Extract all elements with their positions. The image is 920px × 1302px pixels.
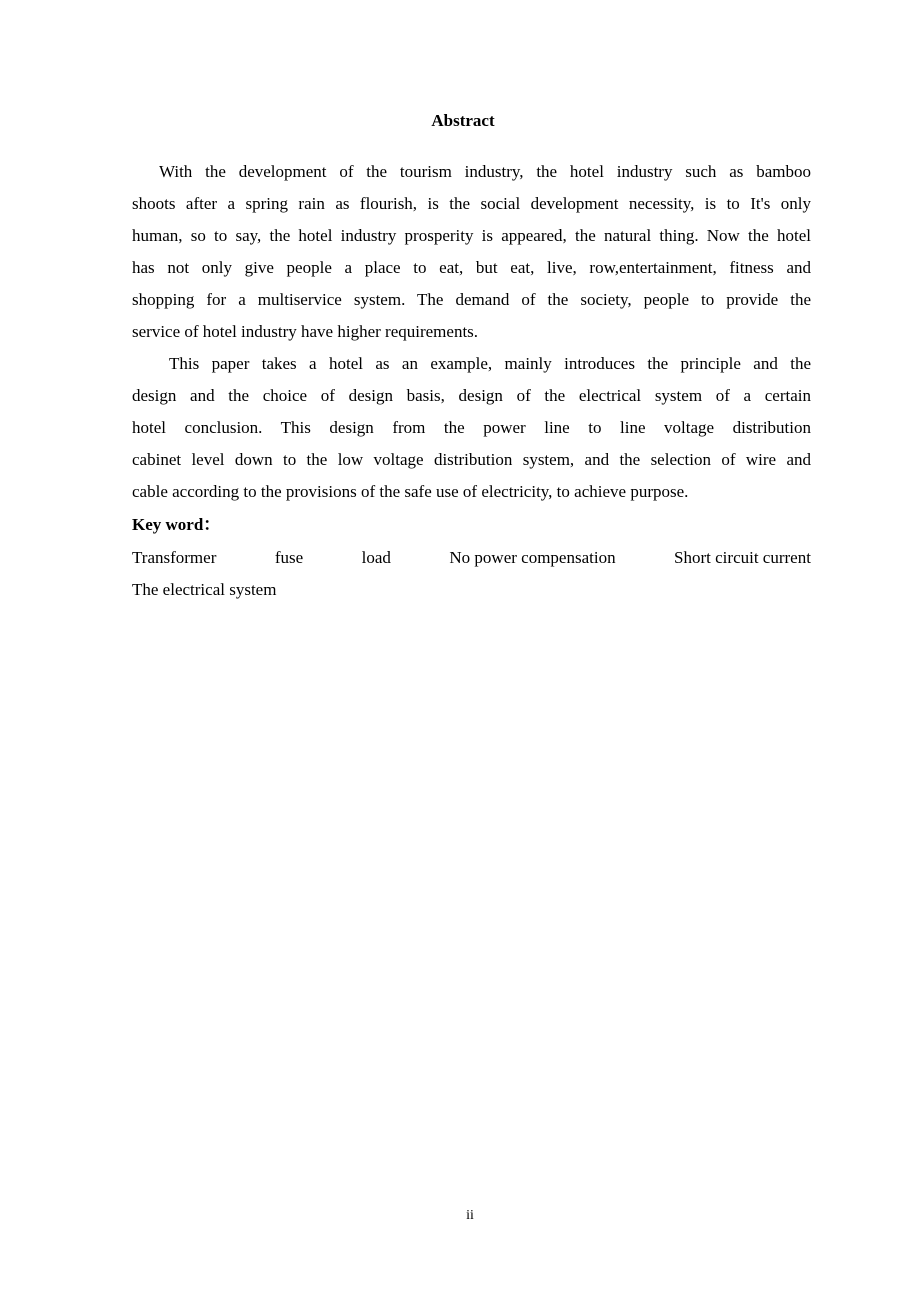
paragraph-line: human, so to say, the hotel industry prosperity is appeared, the natural thing. Now the hotel <box>132 226 811 245</box>
keyword-item: Transformer <box>132 548 217 567</box>
keywords-list <box>132 542 811 574</box>
paragraph-line: With the development of the tourism industry, the hotel industry such as bamboo <box>159 162 811 181</box>
keyword-item: Short circuit current <box>674 548 811 567</box>
abstract-paragraph-2 <box>132 348 811 508</box>
paragraph-line: has not only give people a place to eat, but eat, live, row,entertainment, fitness and <box>132 258 811 277</box>
paragraph-line: This paper takes a hotel as an example, mainly introduces the principle and the <box>169 354 811 373</box>
keyword-item: The electrical system <box>132 580 277 599</box>
paragraph-line: design and the choice of design basis, design of the electrical system of a certain <box>132 386 811 405</box>
paragraph-line: cabinet level down to the low voltage distribution system, and the selection of wire and <box>132 450 811 469</box>
abstract-body <box>132 156 811 606</box>
keyword-item: load <box>361 548 391 567</box>
keywords-list-continued <box>132 574 811 606</box>
page-number: ii <box>466 1208 474 1223</box>
paragraph-line: service of hotel industry have higher requirements. <box>132 322 479 341</box>
keyword-item: No power compensation <box>449 548 616 567</box>
keywords-label: Key word： <box>132 515 221 534</box>
paragraph-line: hotel conclusion. This design from the power line to line voltage distribution <box>132 418 811 437</box>
paragraph-line: cable according to the provisions of the safe use of electricity, to achieve purpose. <box>132 482 689 501</box>
abstract-paragraph-1 <box>132 156 811 348</box>
keyword-item: fuse <box>274 548 304 567</box>
abstract-title: Abstract <box>431 111 495 130</box>
paragraph-line: shoots after a spring rain as flourish, is the social development necessity, is to It's only <box>132 194 811 213</box>
paragraph-line: shopping for a multiservice system. The demand of the society, people to provide the <box>132 290 811 309</box>
